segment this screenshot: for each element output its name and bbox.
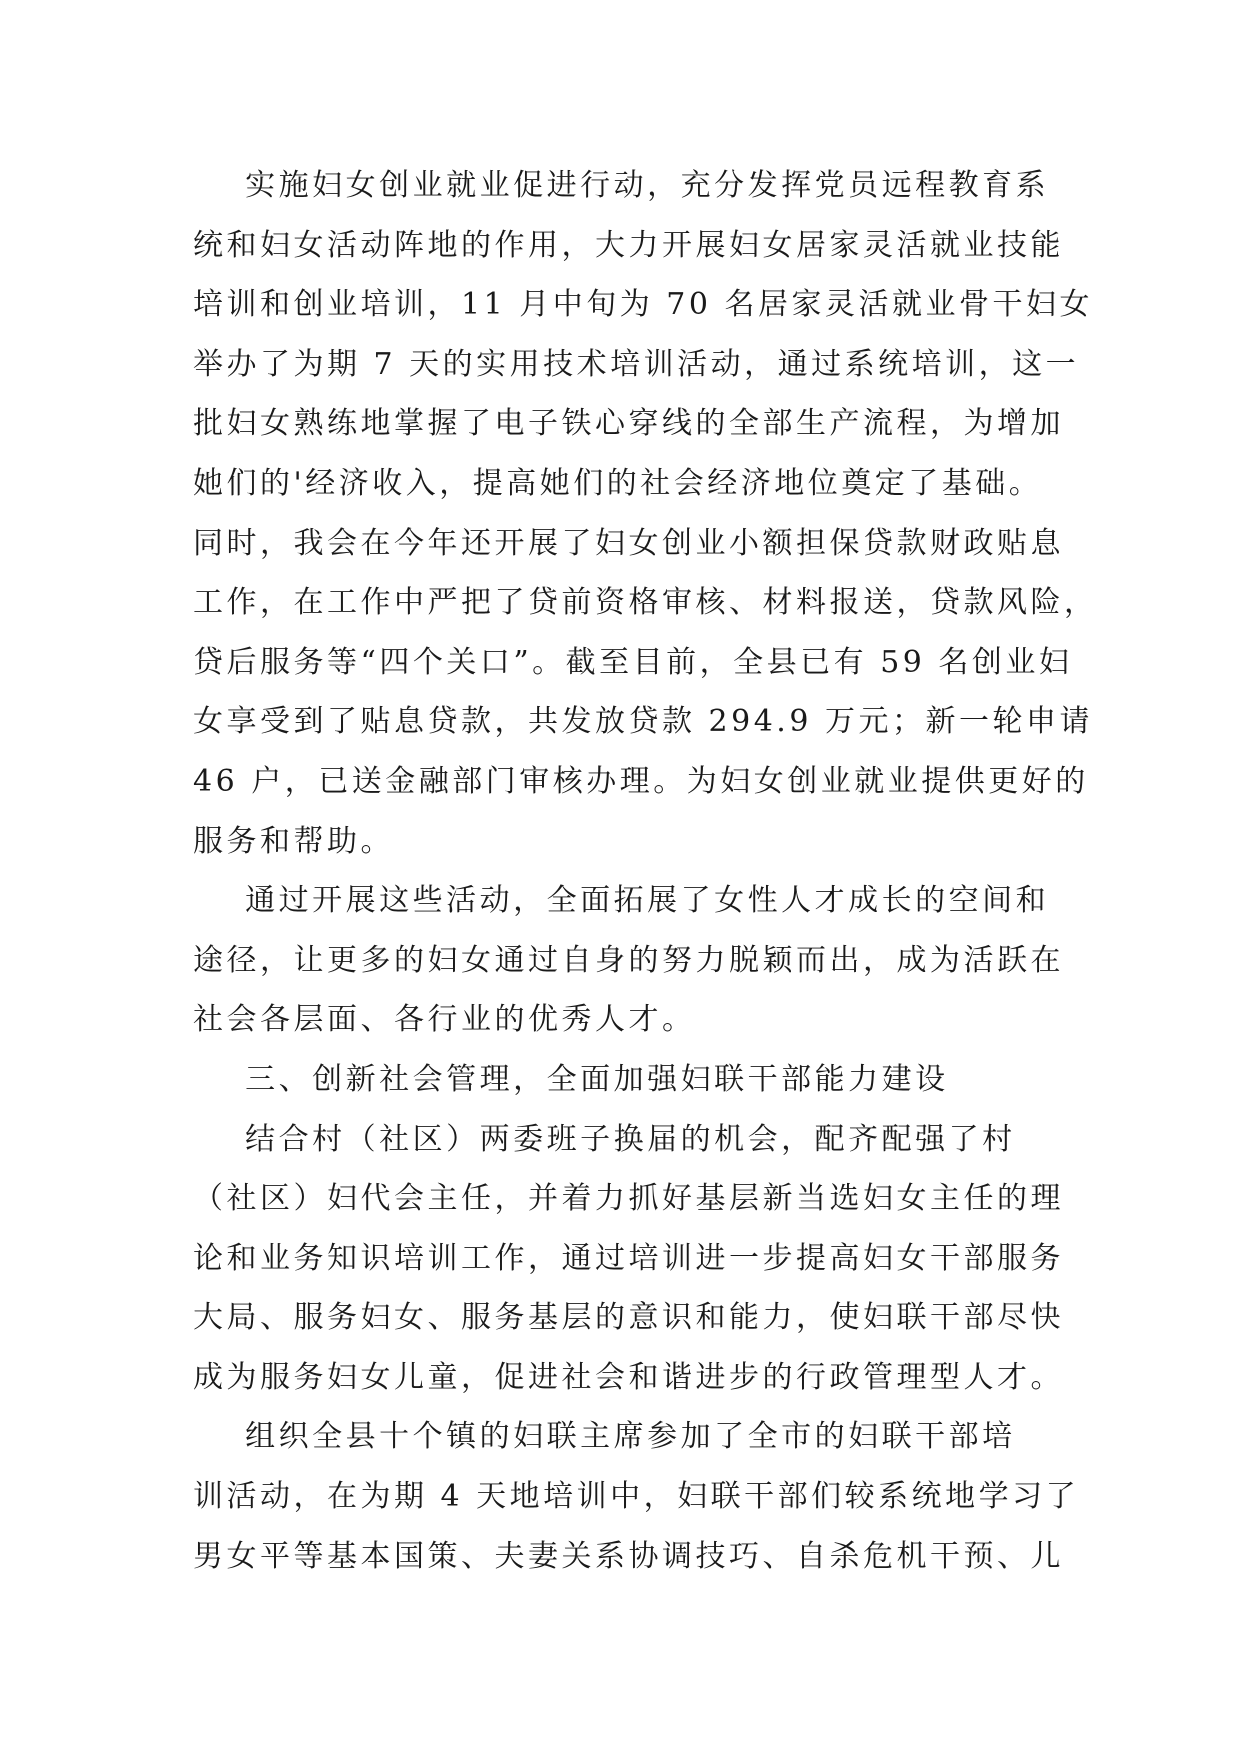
- text-line: 结合村（社区）两委班子换届的机会，配齐配强了村: [193, 1121, 1016, 1157]
- text-line: 男女平等基本国策、夫妻关系协调技巧、自杀危机干预、儿: [193, 1538, 1064, 1574]
- text-line: 大局、服务妇女、服务基层的意识和能力，使妇联干部尽快: [193, 1300, 1064, 1336]
- text-line: 培训和创业培训，11 月中旬为 70 名居家灵活就业骨干妇女: [193, 287, 1093, 323]
- text-line: 成为服务妇女儿童，促进社会和谐进步的行政管理型人才。: [193, 1359, 1064, 1395]
- text-line: 举办了为期 7 天的实用技术培训活动，通过系统培训，这一: [193, 346, 1080, 382]
- section-heading: 三、创新社会管理，全面加强妇联干部能力建设: [193, 1061, 949, 1097]
- text-line: 论和业务知识培训工作，通过培训进一步提高妇女干部服务: [193, 1240, 1064, 1276]
- text-line: 工作，在工作中严把了贷前资格审核、材料报送，贷款风险，: [193, 585, 1098, 621]
- text-line: 实施妇女创业就业促进行动，充分发挥党员远程教育系: [193, 168, 1050, 203]
- text-line: 统和妇女活动阵地的作用，大力开展妇女居家灵活就业技能: [193, 227, 1064, 263]
- document-body: [193, 156, 1098, 1586]
- text-line: 社会各层面、各行业的优秀人才。: [193, 1002, 696, 1038]
- text-line: 服务和帮助。: [193, 823, 394, 859]
- text-line: 通过开展这些活动，全面拓展了女性人才成长的空间和: [193, 883, 1050, 919]
- text-line: 她们的'经济收入，提高她们的社会经济地位奠定了基础。: [193, 465, 1043, 501]
- text-line: 同时，我会在今年还开展了妇女创业小额担保贷款财政贴息: [193, 525, 1064, 561]
- text-line: 训活动，在为期 4 天地培训中，妇联干部们较系统地学习了: [193, 1479, 1080, 1515]
- text-line: 贷后服务等“四个关口”。截至目前，全县已有 59 名创业妇: [193, 644, 1073, 680]
- text-line: （社区）妇代会主任，并着力抓好基层新当选妇女主任的理: [193, 1181, 1064, 1217]
- text-line: 组织全县十个镇的妇联主席参加了全市的妇联干部培: [193, 1419, 1016, 1455]
- text-line: 女享受到了贴息贷款，共发放贷款 294.9 万元；新一轮申请: [193, 704, 1093, 740]
- text-line: 批妇女熟练地掌握了电子铁心穿线的全部生产流程，为增加: [193, 406, 1064, 442]
- text-line: 途径，让更多的妇女通过自身的努力脱颖而出，成为活跃在: [193, 942, 1064, 978]
- text-line: 46 户，已送金融部门审核办理。为妇女创业就业提供更好的: [193, 763, 1089, 799]
